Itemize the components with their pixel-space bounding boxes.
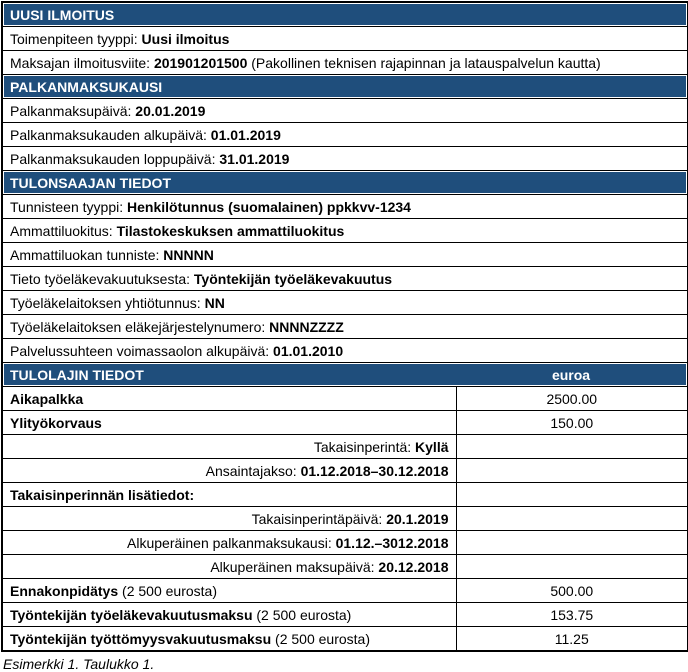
field-label: (2 500 eurosta): [252, 606, 352, 623]
report-table-body: [2, 2, 688, 651]
amount-cell: [456, 555, 688, 579]
amount-cell: [456, 483, 688, 507]
field-value: Kyllä: [415, 438, 449, 455]
field-value: Ylityökorvaus: [10, 414, 102, 431]
field-label: Palkanmaksukauden alkupäivä:: [10, 126, 211, 143]
field-label: Palkanmaksupäivä:: [10, 102, 136, 119]
field-label: Palkanmaksukauden loppupäivä:: [10, 150, 220, 167]
table-row: [2, 507, 688, 531]
field-cell: [2, 387, 456, 411]
field-cell: [2, 507, 456, 531]
field-value: NNNNN: [163, 246, 214, 263]
amount-cell: 500.00: [456, 579, 688, 603]
field-label: Tunnisteen tyyppi:: [10, 198, 127, 215]
field-cell: [2, 531, 456, 555]
field-label: Alkuperäinen maksupäivä:: [210, 558, 379, 575]
amount-cell: 2500.00: [456, 387, 688, 411]
field-cell: [2, 27, 688, 51]
table-row: [2, 27, 688, 51]
section-header-row: [2, 75, 688, 99]
field-cell: [2, 339, 688, 363]
table-row: [2, 603, 688, 627]
table-row: [2, 195, 688, 219]
amount-cell: 153.75: [456, 603, 688, 627]
table-row: [2, 147, 688, 171]
section-header-row: [2, 171, 688, 195]
field-value: 20.1.2019: [386, 510, 449, 527]
field-label: Ammattiluokitus:: [10, 222, 117, 239]
field-value: 01.01.2019: [210, 126, 281, 143]
field-value: NN: [204, 294, 225, 311]
field-value: 01.01.2010: [273, 342, 344, 359]
field-cell: [2, 291, 688, 315]
field-cell: [2, 627, 456, 652]
field-cell: [2, 123, 688, 147]
field-cell: [2, 555, 456, 579]
field-label: Työeläkelaitoksen yhtiötunnus:: [10, 294, 205, 311]
table-row: [2, 483, 688, 507]
table-row: [2, 459, 688, 483]
field-value: 01.12.–3012.2018: [335, 534, 449, 551]
field-label: Toimenpiteen tyyppi:: [10, 30, 142, 47]
table-row: [2, 219, 688, 243]
amount-cell: [456, 507, 688, 531]
amount-column-header: euroa: [551, 366, 591, 383]
section-title: TULOLAJIN TIEDOT: [10, 366, 144, 383]
table-row: [2, 123, 688, 147]
field-value: Aikapalkka: [10, 390, 84, 407]
field-label: Takaisinperintäpäivä:: [251, 510, 387, 527]
field-value: NNNNZZZZ: [269, 318, 344, 335]
table-row: [2, 387, 688, 411]
field-cell: [2, 243, 688, 267]
field-cell: [2, 51, 688, 75]
amount-cell: [456, 531, 688, 555]
table-row: [2, 315, 688, 339]
section-title: UUSI ILMOITUS: [2, 2, 688, 27]
field-value: 01.12.2018–30.12.2018: [300, 462, 449, 479]
field-label: Alkuperäinen palkanmaksukausi:: [127, 534, 336, 551]
table-caption: Esimerkki 1. Taulukko 1.: [3, 656, 155, 672]
field-value: 201901201500: [153, 54, 248, 71]
field-label: Työeläkelaitoksen eläkejärjestelynumero:: [10, 318, 270, 335]
field-cell: [2, 147, 688, 171]
table-row: [2, 555, 688, 579]
amount-cell: [456, 459, 688, 483]
section-title-with-amount-header: [2, 363, 688, 387]
field-value: 31.01.2019: [219, 150, 290, 167]
table-row: [2, 435, 688, 459]
field-label: Ammattiluokan tunniste:: [10, 246, 164, 263]
field-label: (2 500 eurosta): [118, 582, 217, 599]
field-label: (Pakollinen teknisen rajapinnan ja latauspalvelun kautta): [247, 54, 601, 71]
field-cell: [2, 315, 688, 339]
table-row: [2, 579, 688, 603]
field-cell: [2, 195, 688, 219]
amount-cell: 150.00: [456, 411, 688, 435]
section-title: TULONSAAJAN TIEDOT: [2, 171, 688, 195]
section-header-row: [2, 2, 688, 27]
field-value: Ennakonpidätys: [10, 582, 119, 599]
field-cell: [2, 579, 456, 603]
field-value: Takaisinperinnän lisätiedot:: [10, 486, 195, 503]
table-row: [2, 267, 688, 291]
field-cell: [2, 267, 688, 291]
field-label: Maksajan ilmoitusviite:: [10, 54, 154, 71]
field-label: Palvelussuhteen voimassaolon alkupäivä:: [10, 342, 274, 359]
field-value: 20.01.2019: [135, 102, 206, 119]
section-header-row: [2, 363, 688, 387]
table-row: [2, 291, 688, 315]
table-row: [2, 243, 688, 267]
field-value: 20.12.2018: [378, 558, 449, 575]
table-row: [2, 339, 688, 363]
table-row: [2, 627, 688, 652]
field-label: (2 500 eurosta): [271, 630, 370, 647]
field-value: Työntekijän työeläkevakuutusmaksu: [10, 606, 253, 623]
amount-cell: 11.25: [456, 627, 688, 652]
field-cell: [2, 411, 456, 435]
field-label: Tieto työeläkevakuutuksesta:: [10, 270, 194, 287]
table-row: [2, 531, 688, 555]
field-label: Takaisinperintä:: [313, 438, 416, 455]
table-row: [2, 51, 688, 75]
field-cell: [2, 435, 456, 459]
field-cell: [2, 99, 688, 123]
field-value: Työntekijän työttömyysvakuutusmaksu: [10, 630, 272, 647]
payroll-report-table: [1, 1, 688, 652]
field-cell: [2, 219, 688, 243]
section-title: PALKANMAKSUKAUSI: [2, 75, 688, 99]
field-value: Henkilötunnus (suomalainen) ppkkvv-1234: [127, 198, 411, 215]
field-value: Tilastokeskuksen ammattiluokitus: [116, 222, 345, 239]
field-label: Ansaintajakso:: [205, 462, 301, 479]
field-value: Työntekijän työeläkevakuutus: [193, 270, 393, 287]
field-value: Uusi ilmoitus: [141, 30, 230, 47]
amount-cell: [456, 435, 688, 459]
table-row: [2, 99, 688, 123]
field-cell: [2, 459, 456, 483]
field-cell: [2, 603, 456, 627]
field-cell: [2, 483, 456, 507]
table-row: [2, 411, 688, 435]
